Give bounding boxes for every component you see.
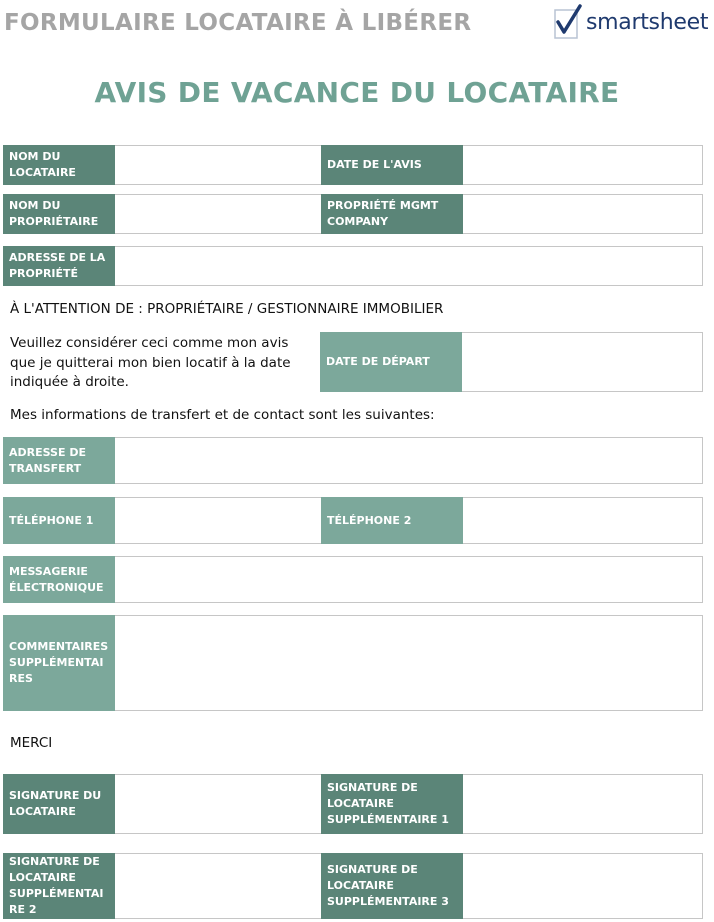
extra-signature-2-input[interactable] (115, 854, 321, 918)
email-input[interactable] (115, 557, 702, 602)
extra-signature-1-input[interactable] (463, 775, 702, 833)
forwarding-intro: Mes informations de transfert et de contact sont les suivantes: (10, 407, 435, 423)
property-address-input[interactable] (115, 247, 702, 285)
signature-row-2 (3, 853, 703, 919)
tenant-name-row (3, 145, 703, 185)
tenant-signature-label: SIGNATURE DU LOCATAIRE (3, 774, 115, 834)
owner-name-input[interactable] (115, 195, 321, 233)
forwarding-address-row (3, 437, 703, 484)
property-address-label: ADRESSE DE LA PROPRIÉTÉ (3, 246, 115, 286)
mgmt-company-label: PROPRIÉTÉ MGMT COMPANY (321, 194, 463, 234)
notice-date-input[interactable] (463, 146, 702, 184)
tenant-name-input[interactable] (115, 146, 321, 184)
extra-signature-1-label: SIGNATURE DE LOCATAIRE SUPPLÉMENTAIRE 1 (321, 774, 463, 834)
phone-row (3, 497, 703, 544)
departure-date-row (320, 332, 703, 392)
owner-row (3, 194, 703, 234)
extra-signature-3-input[interactable] (463, 854, 702, 918)
notice-date-label: DATE DE L'AVIS (321, 145, 463, 185)
tenant-name-label: NOM DU LOCATAIRE (3, 145, 115, 185)
mgmt-company-input[interactable] (463, 195, 702, 233)
phone2-label: TÉLÉPHONE 2 (321, 497, 463, 544)
phone1-label: TÉLÉPHONE 1 (3, 497, 115, 544)
logo-wordmark: smartsheet (586, 9, 709, 35)
attention-line: À L'ATTENTION DE : PROPRIÉTAIRE / GESTIONNAIRE IMMOBILIER (10, 301, 444, 317)
signature-row-1 (3, 774, 703, 834)
tenant-signature-input[interactable] (115, 775, 321, 833)
extra-signature-3-label: SIGNATURE DE LOCATAIRE SUPPLÉMENTAIRE 3 (321, 853, 463, 919)
departure-date-label: DATE DE DÉPART (320, 332, 462, 392)
departure-date-input[interactable] (462, 333, 702, 391)
comments-row (3, 615, 703, 711)
owner-name-label: NOM DU PROPRIÉTAIRE (3, 194, 115, 234)
forwarding-address-label: ADRESSE DE TRANSFERT (3, 437, 115, 484)
page-title: AVIS DE VACANCE DU LOCATAIRE (94, 76, 620, 109)
property-address-row (3, 246, 703, 286)
thanks-text: MERCI (10, 735, 53, 751)
notice-paragraph: Veuillez considérer ceci comme mon avis que je quitterai mon bien locatif à la date indiquée à droite. (10, 335, 291, 390)
email-row (3, 556, 703, 603)
email-label: MESSAGERIE ÉLECTRONIQUE (3, 556, 115, 603)
extra-signature-2-label: SIGNATURE DE LOCATAIRE SUPPLÉMENTAI RE 2 (3, 853, 115, 919)
checkmark-logo-icon (552, 4, 584, 40)
phone2-input[interactable] (463, 498, 702, 543)
document-title: FORMULAIRE LOCATAIRE À LIBÉRER (4, 10, 472, 36)
comments-label: COMMENTAIRES SUPPLÉMENTAI RES (3, 615, 115, 711)
comments-input[interactable] (115, 616, 702, 710)
smartsheet-logo (552, 2, 708, 42)
forwarding-address-input[interactable] (115, 438, 702, 483)
phone1-input[interactable] (115, 498, 321, 543)
